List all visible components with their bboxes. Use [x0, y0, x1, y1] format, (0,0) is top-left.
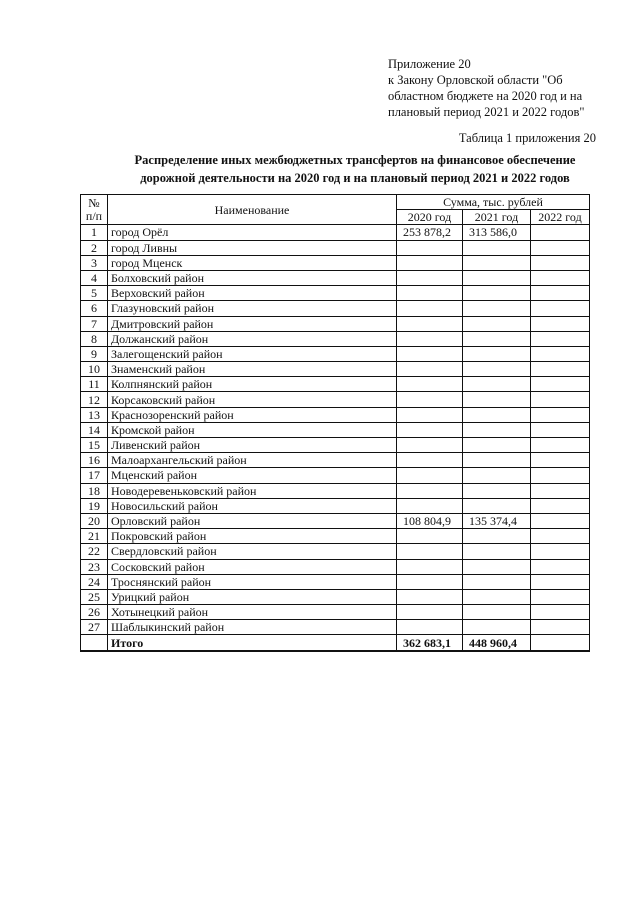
appendix-line-2: к Закону Орловской области "Об	[388, 73, 563, 87]
row-value-2020	[397, 331, 463, 346]
row-value-2021	[463, 240, 531, 255]
row-number: 27	[81, 620, 108, 635]
row-value-2021	[463, 483, 531, 498]
table-reference: Таблица 1 приложения 20	[458, 131, 596, 145]
row-name: Новодеревеньковский район	[108, 483, 397, 498]
row-value-2022	[531, 377, 590, 392]
row-value-2022	[531, 422, 590, 437]
row-value-2022	[531, 498, 590, 513]
row-value-2022	[531, 270, 590, 285]
row-name: Ливенский район	[108, 438, 397, 453]
row-number: 23	[81, 559, 108, 574]
row-value-2021	[463, 422, 531, 437]
row-name: Глазуновский район	[108, 301, 397, 316]
table-body	[81, 225, 590, 651]
table-row	[81, 331, 590, 346]
table-row	[81, 438, 590, 453]
header-sum: Сумма, тыс. рублей	[397, 195, 590, 210]
table-row	[81, 544, 590, 559]
row-value-2020	[397, 240, 463, 255]
table-row	[81, 346, 590, 361]
row-value-2020	[397, 468, 463, 483]
total-label: Итого	[108, 635, 397, 651]
row-number: 24	[81, 574, 108, 589]
table-row	[81, 483, 590, 498]
row-name: Шаблыкинский район	[108, 620, 397, 635]
table-row	[81, 301, 590, 316]
row-value-2022	[531, 574, 590, 589]
row-value-2020	[397, 270, 463, 285]
total-value-2021: 448 960,4	[463, 635, 531, 651]
row-number: 17	[81, 468, 108, 483]
row-number: 2	[81, 240, 108, 255]
row-number: 9	[81, 346, 108, 361]
row-value-2021	[463, 392, 531, 407]
table-row	[81, 362, 590, 377]
row-value-2020	[397, 422, 463, 437]
row-value-2021	[463, 301, 531, 316]
row-value-2022	[531, 529, 590, 544]
row-name: Хотынецкий район	[108, 605, 397, 620]
table-row	[81, 225, 590, 240]
table-row	[81, 286, 590, 301]
total-value-2022	[531, 635, 590, 651]
table-row	[81, 392, 590, 407]
row-value-2022	[531, 346, 590, 361]
row-number: 4	[81, 270, 108, 285]
document-title	[60, 151, 640, 187]
row-value-2021: 313 586,0	[463, 225, 531, 240]
row-value-2022	[531, 468, 590, 483]
row-value-2021: 135 374,4	[463, 513, 531, 528]
row-value-2020	[397, 483, 463, 498]
row-number: 5	[81, 286, 108, 301]
row-value-2021	[463, 605, 531, 620]
title-line-2: дорожной деятельности на 2020 год и на плановый период 2021 и 2022 годов	[140, 171, 570, 185]
table-row	[81, 513, 590, 528]
row-name: Краснозоренский район	[108, 407, 397, 422]
row-name: Верховский район	[108, 286, 397, 301]
appendix-line-4: плановый период 2021 и 2022 годов"	[388, 105, 585, 119]
row-value-2020	[397, 605, 463, 620]
row-name: Покровский район	[108, 529, 397, 544]
header-year-2021: 2021 год	[463, 210, 531, 225]
row-value-2021	[463, 407, 531, 422]
row-value-2021	[463, 559, 531, 574]
row-value-2020	[397, 346, 463, 361]
row-value-2020	[397, 255, 463, 270]
row-number: 20	[81, 513, 108, 528]
row-value-2021	[463, 529, 531, 544]
row-value-2022	[531, 225, 590, 240]
row-number: 15	[81, 438, 108, 453]
table-row	[81, 468, 590, 483]
row-name: Орловский район	[108, 513, 397, 528]
budget-table	[80, 194, 590, 652]
table-row	[81, 407, 590, 422]
row-name: Сосковский район	[108, 559, 397, 574]
row-number: 22	[81, 544, 108, 559]
row-name: Колпнянский район	[108, 377, 397, 392]
table-row	[81, 316, 590, 331]
row-value-2020: 108 804,9	[397, 513, 463, 528]
header-number	[81, 195, 108, 225]
header-number-line-1: №	[88, 195, 100, 210]
table-row	[81, 270, 590, 285]
row-number: 3	[81, 255, 108, 270]
row-value-2021	[463, 453, 531, 468]
row-number: 21	[81, 529, 108, 544]
table-row	[81, 574, 590, 589]
row-name: Новосильский район	[108, 498, 397, 513]
row-number: 10	[81, 362, 108, 377]
row-name: Корсаковский район	[108, 392, 397, 407]
table-row	[81, 620, 590, 635]
table-row	[81, 589, 590, 604]
row-value-2020	[397, 301, 463, 316]
row-name: Мценский район	[108, 468, 397, 483]
row-number: 25	[81, 589, 108, 604]
row-name: город Ливны	[108, 240, 397, 255]
row-value-2020	[397, 574, 463, 589]
row-value-2022	[531, 316, 590, 331]
row-value-2022	[531, 513, 590, 528]
header-year-2020: 2020 год	[397, 210, 463, 225]
table-row	[81, 498, 590, 513]
row-name: Залегощенский район	[108, 346, 397, 361]
row-value-2022	[531, 438, 590, 453]
row-name: Кромской район	[108, 422, 397, 437]
row-number: 14	[81, 422, 108, 437]
row-name: Свердловский район	[108, 544, 397, 559]
row-value-2020	[397, 407, 463, 422]
row-name: Болховский район	[108, 270, 397, 285]
table-row	[81, 255, 590, 270]
row-number: 6	[81, 301, 108, 316]
table-row	[81, 377, 590, 392]
row-value-2022	[531, 392, 590, 407]
row-value-2020	[397, 529, 463, 544]
row-value-2020	[397, 453, 463, 468]
table-row	[81, 422, 590, 437]
row-value-2022	[531, 407, 590, 422]
row-value-2021	[463, 438, 531, 453]
table-row	[81, 605, 590, 620]
row-value-2021	[463, 362, 531, 377]
row-value-2022	[531, 240, 590, 255]
row-value-2020	[397, 498, 463, 513]
row-value-2022	[531, 362, 590, 377]
row-name: Знаменский район	[108, 362, 397, 377]
row-value-2022	[531, 453, 590, 468]
row-number: 12	[81, 392, 108, 407]
total-row	[81, 635, 590, 651]
row-number: 19	[81, 498, 108, 513]
total-value-2020: 362 683,1	[397, 635, 463, 651]
row-value-2022	[531, 301, 590, 316]
row-value-2022	[531, 255, 590, 270]
row-value-2021	[463, 544, 531, 559]
title-line-1: Распределение иных межбюджетных трансфертов на финансовое обеспечение	[134, 153, 576, 167]
row-value-2022	[531, 620, 590, 635]
row-value-2022	[531, 483, 590, 498]
row-name: Должанский район	[108, 331, 397, 346]
table-row	[81, 559, 590, 574]
row-name: город Мценск	[108, 255, 397, 270]
row-value-2020	[397, 286, 463, 301]
row-name: Урицкий район	[108, 589, 397, 604]
row-value-2020	[397, 377, 463, 392]
row-value-2020	[397, 559, 463, 574]
row-value-2020	[397, 316, 463, 331]
total-number	[81, 635, 108, 651]
row-number: 18	[81, 483, 108, 498]
row-value-2021	[463, 255, 531, 270]
row-value-2022	[531, 559, 590, 574]
row-value-2020	[397, 589, 463, 604]
row-number: 1	[81, 225, 108, 240]
row-number: 16	[81, 453, 108, 468]
row-value-2020	[397, 392, 463, 407]
row-value-2022	[531, 331, 590, 346]
table-row	[81, 453, 590, 468]
row-value-2021	[463, 468, 531, 483]
row-value-2020	[397, 620, 463, 635]
row-value-2021	[463, 286, 531, 301]
row-value-2022	[531, 589, 590, 604]
appendix-line-3: областном бюджете на 2020 год и на	[388, 89, 583, 103]
header-name: Наименование	[108, 195, 397, 225]
header-number-line-2: п/п	[85, 208, 103, 223]
row-number: 8	[81, 331, 108, 346]
row-value-2022	[531, 544, 590, 559]
appendix-line-1: Приложение 20	[388, 57, 471, 71]
row-value-2020	[397, 438, 463, 453]
row-name: Дмитровский район	[108, 316, 397, 331]
row-number: 26	[81, 605, 108, 620]
row-value-2021	[463, 346, 531, 361]
row-value-2020	[397, 362, 463, 377]
row-value-2021	[463, 589, 531, 604]
header-year-2022: 2022 год	[531, 210, 590, 225]
row-value-2021	[463, 498, 531, 513]
appendix-heading	[388, 56, 628, 120]
row-value-2022	[531, 286, 590, 301]
row-value-2020	[397, 544, 463, 559]
row-value-2021	[463, 316, 531, 331]
row-value-2021	[463, 377, 531, 392]
table-row	[81, 529, 590, 544]
row-name: Троснянский район	[108, 574, 397, 589]
row-name: Малоархангельский район	[108, 453, 397, 468]
row-value-2021	[463, 620, 531, 635]
row-value-2021	[463, 331, 531, 346]
row-name: город Орёл	[108, 225, 397, 240]
row-number: 11	[81, 377, 108, 392]
row-value-2021	[463, 270, 531, 285]
row-value-2020: 253 878,2	[397, 225, 463, 240]
table-row	[81, 240, 590, 255]
row-number: 7	[81, 316, 108, 331]
row-number: 13	[81, 407, 108, 422]
row-value-2021	[463, 574, 531, 589]
row-value-2022	[531, 605, 590, 620]
header-row-1	[81, 195, 590, 210]
